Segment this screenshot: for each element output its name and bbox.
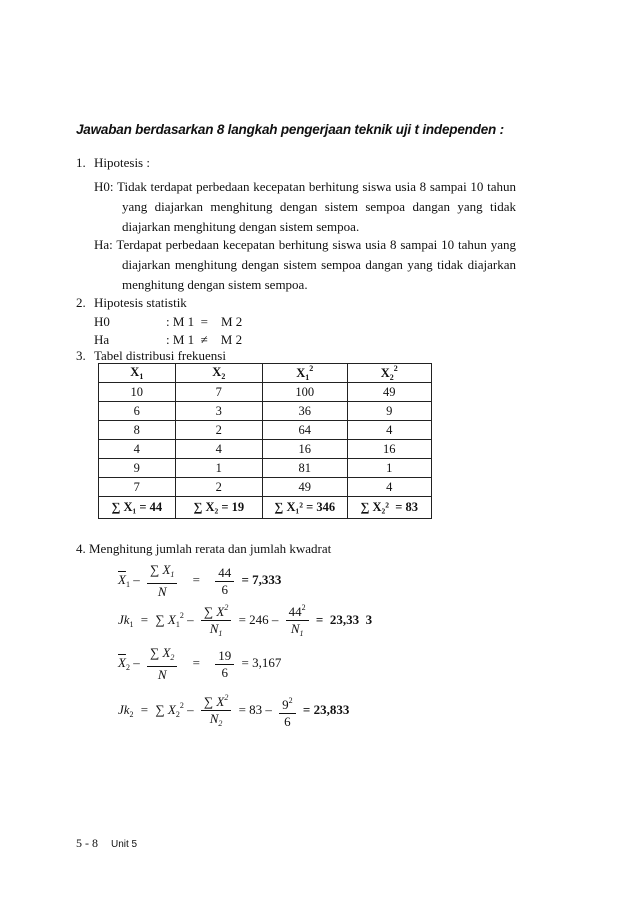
- unit-label: Unit 5: [111, 839, 138, 850]
- step2-number: 2.: [76, 295, 86, 310]
- table-row: [99, 440, 432, 459]
- page-footer: [76, 836, 137, 851]
- table-row: [99, 421, 432, 440]
- table-cell: 16: [262, 440, 347, 459]
- page-number: 5 - 8: [76, 836, 98, 850]
- table-cell: 64: [262, 421, 347, 440]
- sum-x1: ∑ X₁ = 44: [99, 497, 176, 519]
- step3-number: 3.: [76, 348, 86, 363]
- table-sum-row: [99, 497, 432, 519]
- table-cell: 4: [175, 440, 262, 459]
- table-cell: 49: [262, 478, 347, 497]
- table-cell: 2: [175, 478, 262, 497]
- table-cell: 4: [347, 478, 431, 497]
- stat-ha-name: Ha: [94, 332, 110, 347]
- table-row: [99, 459, 432, 478]
- formula-jk1: $Jk_1$ = ∑ $X_1^2$ – $\frac{\sum X^2}{N_1}$ = 246 – $\frac{44^2}{N_1}$ = 23,33 3: [118, 600, 372, 642]
- sum-x1-squared: ∑ X₁² = 346: [262, 497, 347, 519]
- table-cell: 4: [347, 421, 431, 440]
- table-cell: 2: [175, 421, 262, 440]
- formula-mean-x2: $\overline{X}_2$ – $\frac{\sum X_2}{N}$ = $\frac{19}{6}$ = 3,167: [118, 645, 282, 682]
- formula-jk2: $Jk_2$ = ∑ $X_2^2$ – $\frac{\sum X^2}{N_2}$ = 83 – $\frac{9^2}{6}$ = 23,833: [118, 690, 349, 732]
- ha-text-line1: Ha: Terdapat perbedaan kecepatan berhitung siswa usia 8 sampai 10 tahun yang: [94, 237, 516, 252]
- step4-label: 4. Menghitung jumlah rerata dan jumlah kwadrat: [76, 541, 332, 556]
- ha-text-line3: menghitung dengan sistem sempoa.: [122, 277, 308, 292]
- stat-h0-name: H0: [94, 314, 110, 329]
- table-row: [99, 383, 432, 402]
- table-cell: 1: [347, 459, 431, 478]
- step2-label: Hipotesis statistik: [94, 295, 187, 310]
- table-row: [99, 478, 432, 497]
- table-cell: 10: [99, 383, 176, 402]
- table-cell: 4: [99, 440, 176, 459]
- table-header-row: [99, 364, 432, 383]
- stat-ha-expression: : M 1 ≠ M 2: [166, 332, 243, 347]
- sum-x2-squared: ∑ X₂² = 83: [347, 497, 431, 519]
- table-cell: 9: [99, 459, 176, 478]
- table-cell: 1: [175, 459, 262, 478]
- table-cell: 8: [99, 421, 176, 440]
- step3-label: Tabel distribusi frekuensi: [94, 348, 226, 363]
- table-cell: 81: [262, 459, 347, 478]
- h0-text-line1: H0: Tidak terdapat perbedaan kecepatan berhitung siswa usia 8 sampai 10 tahun: [94, 179, 516, 194]
- table-cell: 49: [347, 383, 431, 402]
- table-row: [99, 402, 432, 421]
- table-cell: 9: [347, 402, 431, 421]
- sum-x2: ∑ X₂ = 19: [175, 497, 262, 519]
- table-cell: 6: [99, 402, 176, 421]
- h0-text-line2: yang diajarkan menghitung dengan sistem sempoa dangan yang tidak: [122, 199, 516, 214]
- ha-text-line2: diajarkan menghitung dengan sistem sempoa dangan yang tidak diajarkan: [122, 257, 516, 272]
- step1-number: 1.: [76, 155, 86, 170]
- header-x1-squared: $X_1^2$: [262, 364, 347, 383]
- header-x2-squared: $X_2^2$: [347, 364, 431, 383]
- table-cell: 3: [175, 402, 262, 421]
- h0-text-line3: diajarkan menghitung dengan sistem sempoa.: [122, 219, 360, 234]
- table-cell: 100: [262, 383, 347, 402]
- frequency-table: [98, 363, 432, 519]
- stat-h0-expression: : M 1 = M 2: [166, 314, 243, 329]
- header-x2: $X_2$: [175, 364, 262, 383]
- table-cell: 36: [262, 402, 347, 421]
- table-cell: 7: [175, 383, 262, 402]
- header-x1: $X_1$: [99, 364, 176, 383]
- formula-mean-x1: $\overline{X}_1$ – $\frac{\sum X_1}{N}$ = $\frac{44}{6}$ = 7,333: [118, 562, 282, 599]
- page-title: Jawaban berdasarkan 8 langkah pengerjaan teknik uji t independen :: [76, 122, 504, 137]
- step1-label: Hipotesis :: [94, 155, 150, 170]
- table-cell: 16: [347, 440, 431, 459]
- table-cell: 7: [99, 478, 176, 497]
